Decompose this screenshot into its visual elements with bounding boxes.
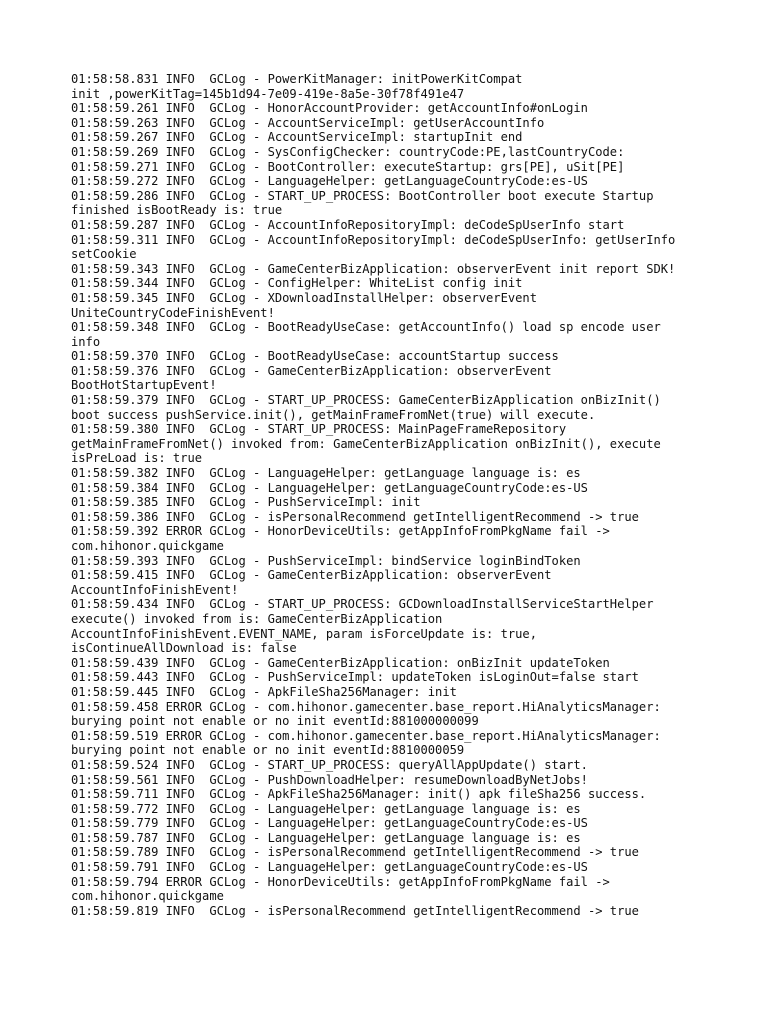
log-line: 01:58:59.261 INFO GCLog - HonorAccountProvider: getAccountInfo#onLogin <box>71 101 588 116</box>
log-line: 01:58:59.311 INFO GCLog - AccountInfoRepositoryImpl: deCodeSpUserInfo: getUserInfo <box>71 232 676 247</box>
log-line: 01:58:59.267 INFO GCLog - AccountServiceImpl: startupInit end <box>71 130 523 145</box>
log-line: 01:58:59.791 INFO GCLog - LanguageHelper: getLanguageCountryCode:es-US <box>71 860 588 875</box>
log-line: 01:58:59.385 INFO GCLog - PushServiceImpl: init <box>71 495 421 510</box>
log-line: 01:58:59.344 INFO GCLog - ConfigHelper: WhiteList config init <box>71 276 523 291</box>
log-line: 01:58:59.789 INFO GCLog - isPersonalRecommend getIntelligentRecommend -> true <box>71 845 639 860</box>
log-line: 01:58:59.370 INFO GCLog - BootReadyUseCase: accountStartup success <box>71 349 559 364</box>
log-line: 01:58:59.434 INFO GCLog - START_UP_PROCESS: GCDownloadInstallServiceStartHelper <box>71 597 654 612</box>
log-line: 01:58:59.787 INFO GCLog - LanguageHelper: getLanguage language is: es <box>71 830 581 845</box>
log-line: 01:58:59.524 INFO GCLog - START_UP_PROCESS: queryAllAppUpdate() start. <box>71 757 588 772</box>
log-line: 01:58:59.458 ERROR GCLog - com.hihonor.gamecenter.base_report.HiAnalyticsManager: <box>71 699 661 714</box>
log-line: 01:58:59.376 INFO GCLog - GameCenterBizApplication: observerEvent <box>71 363 552 378</box>
log-line: 01:58:59.269 INFO GCLog - SysConfigChecker: countryCode:PE,lastCountryCode: <box>71 144 625 159</box>
log-line: UniteCountryCodeFinishEvent! <box>71 305 275 320</box>
log-line: setCookie <box>71 247 137 262</box>
log-line: 01:58:59.779 INFO GCLog - LanguageHelper: getLanguageCountryCode:es-US <box>71 816 588 831</box>
log-line: 01:58:59.519 ERROR GCLog - com.hihonor.gamecenter.base_report.HiAnalyticsManager: <box>71 728 661 743</box>
log-line: 01:58:59.393 INFO GCLog - PushServiceImpl: bindService loginBindToken <box>71 553 581 568</box>
log-line: 01:58:59.772 INFO GCLog - LanguageHelper: getLanguage language is: es <box>71 801 581 816</box>
log-line: 01:58:59.819 INFO GCLog - isPersonalRecommend getIntelligentRecommend -> true <box>71 903 639 918</box>
log-line: 01:58:59.382 INFO GCLog - LanguageHelper: getLanguage language is: es <box>71 466 581 481</box>
log-page <box>71 72 711 918</box>
log-line: BootHotStartupEvent! <box>71 378 217 393</box>
log-line: 01:58:59.379 INFO GCLog - START_UP_PROCESS: GameCenterBizApplication onBizInit() <box>71 393 661 408</box>
log-line: 01:58:59.380 INFO GCLog - START_UP_PROCESS: MainPageFrameRepository <box>71 422 567 437</box>
log-line: isContinueAllDownload is: false <box>71 641 297 656</box>
log-line: burying point not enable or no init eventId:881000000099 <box>71 714 479 729</box>
log-line: 01:58:59.343 INFO GCLog - GameCenterBizApplication: observerEvent init report SDK! <box>71 261 676 276</box>
log-line: AccountInfoFinishEvent.EVENT_NAME, param isForceUpdate is: true, <box>71 626 537 641</box>
log-line: 01:58:59.439 INFO GCLog - GameCenterBizApplication: onBizInit updateToken <box>71 655 610 670</box>
log-line: finished isBootReady is: true <box>71 203 283 218</box>
log-line: 01:58:58.831 INFO GCLog - PowerKitManager: initPowerKitCompat <box>71 72 523 86</box>
log-line: 01:58:59.384 INFO GCLog - LanguageHelper: getLanguageCountryCode:es-US <box>71 480 588 495</box>
log-line: 01:58:59.386 INFO GCLog - isPersonalRecommend getIntelligentRecommend -> true <box>71 509 639 524</box>
log-line: 01:58:59.415 INFO GCLog - GameCenterBizApplication: observerEvent <box>71 568 552 583</box>
log-line: 01:58:59.287 INFO GCLog - AccountInfoRepositoryImpl: deCodeSpUserInfo start <box>71 217 625 232</box>
log-line: 01:58:59.263 INFO GCLog - AccountServiceImpl: getUserAccountInfo <box>71 115 545 130</box>
log-line: 01:58:59.711 INFO GCLog - ApkFileSha256Manager: init() apk fileSha256 success. <box>71 787 647 802</box>
log-line: com.hihonor.quickgame <box>71 889 224 904</box>
log-line: boot success pushService.init(), getMainFrameFromNet(true) will execute. <box>71 407 596 422</box>
log-line: 01:58:59.392 ERROR GCLog - HonorDeviceUtils: getAppInfoFromPkgName fail -> <box>71 524 610 539</box>
log-line: 01:58:59.794 ERROR GCLog - HonorDeviceUtils: getAppInfoFromPkgName fail -> <box>71 874 610 889</box>
log-line: execute() invoked from is: GameCenterBizApplication <box>71 611 443 626</box>
log-line: 01:58:59.561 INFO GCLog - PushDownloadHelper: resumeDownloadByNetJobs! <box>71 772 588 787</box>
log-line: 01:58:59.348 INFO GCLog - BootReadyUseCase: getAccountInfo() load sp encode user <box>71 320 661 335</box>
log-line: init ,powerKitTag=145b1d94-7e09-419e-8a5e-30f78f491e47 <box>71 86 465 101</box>
log-line: com.hihonor.quickgame <box>71 539 224 553</box>
log-line: 01:58:59.445 INFO GCLog - ApkFileSha256Manager: init <box>71 684 457 699</box>
log-line: burying point not enable or no init eventId:8810000059 <box>71 743 465 758</box>
log-line: getMainFrameFromNet() invoked from: GameCenterBizApplication onBizInit(), execute <box>71 436 661 451</box>
log-line: 01:58:59.271 INFO GCLog - BootController: executeStartup: grs[PE], uSit[PE] <box>71 159 625 174</box>
log-line: 01:58:59.272 INFO GCLog - LanguageHelper: getLanguageCountryCode:es-US <box>71 174 588 189</box>
log-line: 01:58:59.443 INFO GCLog - PushServiceImpl: updateToken isLoginOut=false start <box>71 670 639 685</box>
log-line: isPreLoad is: true <box>71 451 203 466</box>
log-text-block <box>71 72 711 918</box>
log-line: 01:58:59.286 INFO GCLog - START_UP_PROCESS: BootController boot execute Startup <box>71 188 654 203</box>
log-line: AccountInfoFinishEvent! <box>71 582 239 597</box>
log-line: info <box>71 334 101 349</box>
log-line: 01:58:59.345 INFO GCLog - XDownloadInstallHelper: observerEvent <box>71 290 537 305</box>
